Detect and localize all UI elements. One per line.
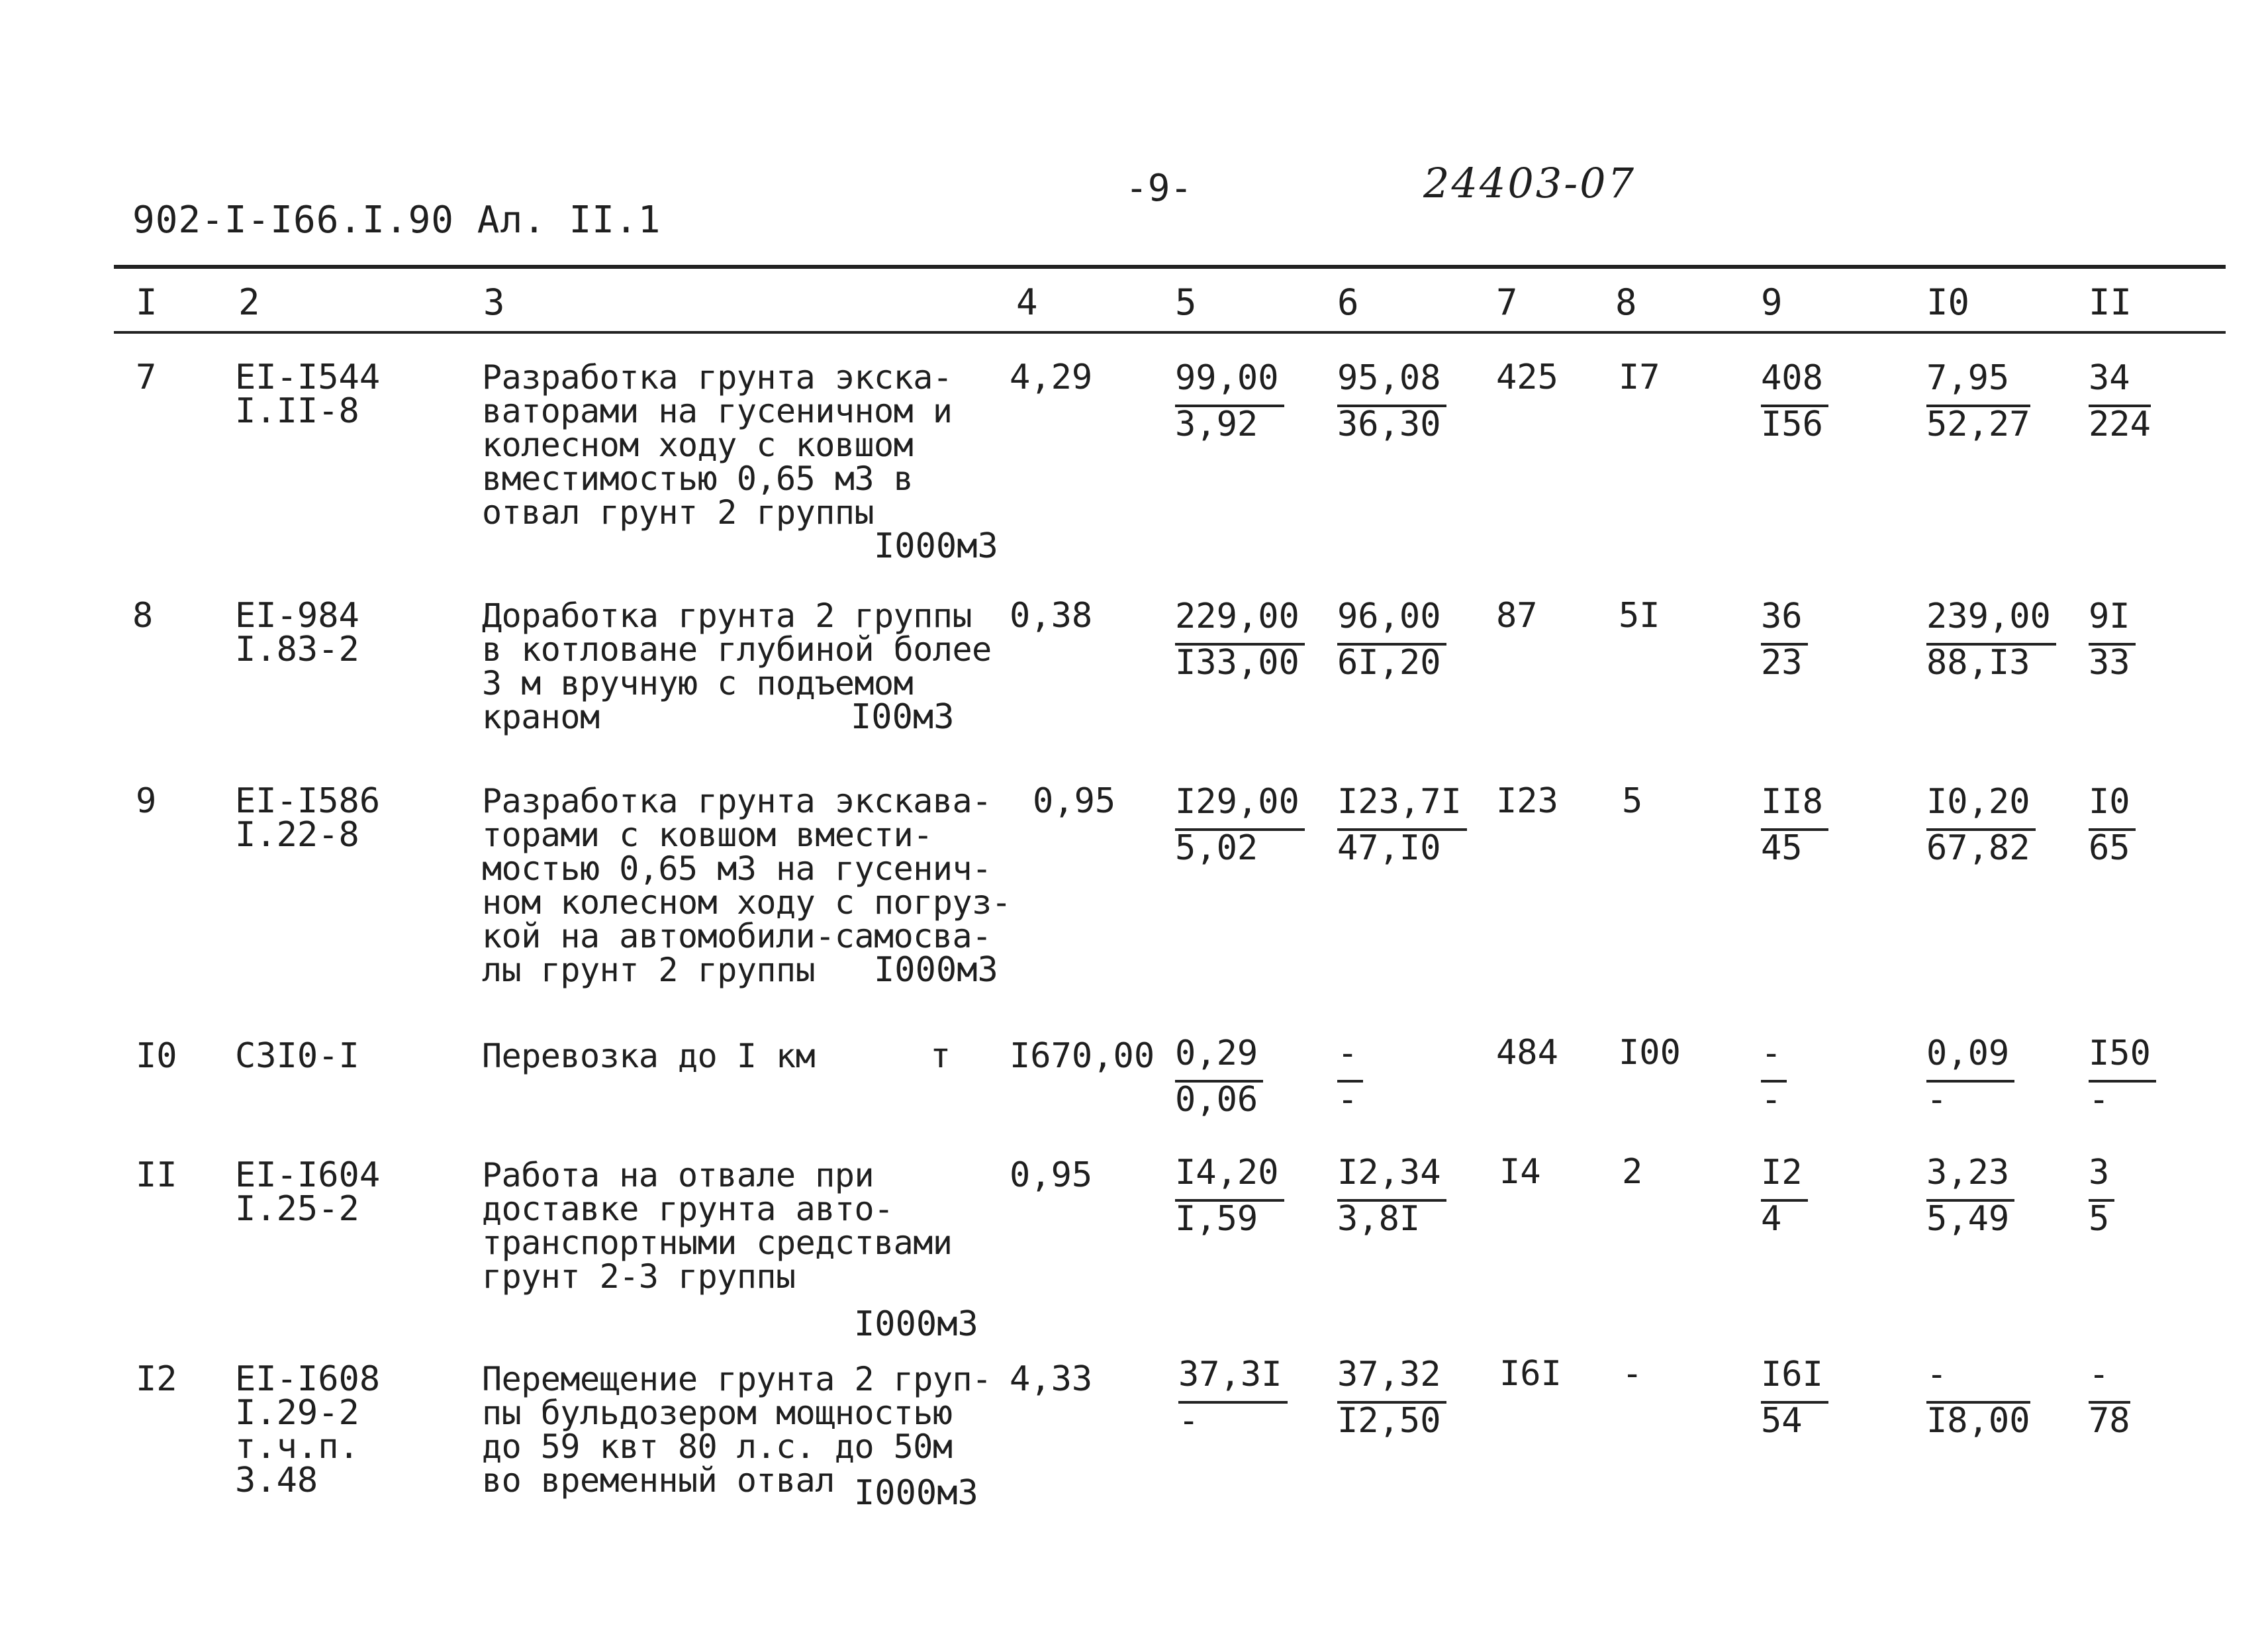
- col7-value: I4: [1499, 1152, 1541, 1192]
- quantity: 0,95: [1010, 1155, 1093, 1195]
- col10-fraction: 0,09 -: [1926, 1036, 2014, 1117]
- col-header-8: 8: [1615, 281, 1637, 323]
- col6-fraction: $\frac{I2,34}{3,8I}$: [1337, 1155, 1446, 1236]
- col9-fraction: $\frac{I6I}{54}$: [1761, 1357, 1828, 1438]
- col5-fraction: $\frac{I4,20}{I,59}$: [1175, 1155, 1284, 1236]
- norm-code: EI-984 I.83-2: [235, 596, 359, 669]
- norm-code: EI-I604 I.25-2: [235, 1155, 381, 1229]
- row-number: I2: [136, 1359, 177, 1399]
- work-description: Разработка грунта экска- ваторами на гусеничном и колесном ходу с ковшом вместимостью 0,65 м3 в отвал грунт 2 группы: [482, 358, 953, 532]
- unit: т: [930, 1036, 951, 1076]
- col5-fraction: $\frac{0,29}{0,06}$: [1175, 1036, 1263, 1117]
- col7-value: 425: [1496, 358, 1558, 397]
- col-header-4: 4: [1016, 281, 1038, 323]
- col-header-6: 6: [1337, 281, 1359, 323]
- col7-value: I6I: [1499, 1354, 1562, 1394]
- row-number: II: [136, 1155, 177, 1195]
- norm-code: С3I0-I: [235, 1036, 359, 1076]
- table-top-rule: [114, 265, 2226, 269]
- col10-fraction: $\frac{7,95}{52,27}$: [1926, 358, 2030, 444]
- col5-fraction: 37,3I -: [1178, 1357, 1288, 1438]
- col-header-7: 7: [1496, 281, 1518, 323]
- col9-fraction: $\frac{I2}{4}$: [1761, 1155, 1808, 1236]
- unit: I000м3: [854, 1304, 978, 1344]
- col8-value: I00: [1619, 1033, 1681, 1073]
- col-header-2: 2: [238, 281, 260, 323]
- col8-value: 5: [1622, 781, 1643, 821]
- col8-value: 2: [1622, 1152, 1643, 1192]
- quantity: 4,29: [1010, 358, 1093, 397]
- row-number: I0: [136, 1036, 177, 1076]
- col11-fraction: $\frac{3}{5}$: [2089, 1155, 2114, 1236]
- col6-fraction: $\frac{96,00}{6I,20}$: [1337, 599, 1446, 680]
- col9-fraction: $\frac{408}{I56}$: [1761, 361, 1828, 442]
- col11-fraction: - 78: [2089, 1355, 2130, 1441]
- norm-code: EI-I544 I.II-8: [235, 358, 381, 431]
- work-description: Разработка грунта экскава- торами с ковшом вмести- мостью 0,65 м3 на гусенич- ном колесном ходу с погруз- кой на автомобили-самосва- лы грунт 2 группы: [482, 782, 1012, 989]
- col-header-10: I0: [1926, 281, 1970, 323]
- row-number: 7: [136, 358, 157, 397]
- col5-fraction: $\frac{229,00}{I33,00}$: [1175, 599, 1305, 680]
- work-description: Доработка грунта 2 группы в котловане глубиной более 3 м вручную с подъемом краном: [482, 597, 992, 736]
- unit: I000м3: [874, 526, 998, 566]
- col9-fraction: $\frac{II8}{45}$: [1761, 785, 1828, 865]
- col8-value: -: [1622, 1354, 1643, 1394]
- unit: I000м3: [874, 950, 998, 990]
- col-header-5: 5: [1175, 281, 1197, 323]
- col10-fraction: $\frac{239,00}{88,I3}$: [1926, 599, 2056, 680]
- col10-fraction: $\frac{3,23}{5,49}$: [1926, 1155, 2014, 1236]
- col10-fraction: $\frac{I0,20}{67,82}$: [1926, 785, 2036, 865]
- col11-fraction: I50 -: [2089, 1036, 2156, 1117]
- work-description: Перевозка до I км: [482, 1037, 816, 1075]
- col-header-9: 9: [1761, 281, 1783, 323]
- norm-code: EI-I586 I.22-8: [235, 781, 381, 855]
- col6-fraction: - -: [1337, 1036, 1363, 1117]
- col9-fraction: $\frac{36}{23}$: [1761, 599, 1808, 680]
- col10-fraction: - I8,00: [1926, 1355, 2030, 1441]
- col6-fraction: $\frac{37,32}{I2,50}$: [1337, 1357, 1446, 1438]
- col7-value: 87: [1496, 596, 1538, 636]
- col7-value: I23: [1496, 781, 1558, 821]
- document-number: 24403-07: [1423, 159, 1636, 207]
- col7-value: 484: [1496, 1033, 1558, 1073]
- page-number: -9-: [1125, 167, 1193, 210]
- col-header-11: II: [2089, 281, 2132, 323]
- quantity: 0,95: [1033, 781, 1116, 821]
- table-header-rule: [114, 331, 2226, 334]
- quantity: 4,33: [1010, 1359, 1093, 1399]
- quantity: I670,00: [1010, 1036, 1155, 1076]
- col11-fraction: $\frac{9I}{33}$: [2089, 599, 2136, 680]
- col8-value: I7: [1619, 358, 1660, 397]
- col6-fraction: $\frac{95,08}{36,30}$: [1337, 361, 1446, 442]
- col9-fraction: - -: [1761, 1036, 1787, 1117]
- work-description: Перемещение грунта 2 груп- пы бульдозером мощностью до 59 квт 80 л.с. до 50м во временный отвал: [482, 1360, 992, 1500]
- col5-fraction: $\frac{99,00}{3,92}$: [1175, 361, 1284, 442]
- col-header-1: I: [136, 281, 158, 323]
- unit: I00м3: [851, 697, 955, 737]
- col8-value: 5I: [1619, 596, 1660, 636]
- norm-code: EI-I608 I.29-2 т.ч.п. 3.48: [235, 1359, 381, 1500]
- row-number: 9: [136, 781, 157, 821]
- col-header-3: 3: [483, 281, 505, 323]
- col5-fraction: $\frac{I29,00}{5,02}$: [1175, 785, 1305, 865]
- document-code: 902-I-I66.I.90 Ал. II.1: [132, 199, 661, 242]
- quantity: 0,38: [1010, 596, 1093, 636]
- unit: I000м3: [854, 1473, 978, 1513]
- work-description: Работа на отвале при доставке грунта авто- транспортными средствами грунт 2-3 группы: [482, 1156, 953, 1296]
- col6-fraction: $\frac{I23,7I}{47,I0}$: [1337, 785, 1467, 865]
- row-number: 8: [132, 596, 154, 636]
- col11-fraction: $\frac{I0}{65}$: [2089, 785, 2136, 865]
- col11-fraction: $\frac{34}{224}$: [2089, 358, 2151, 444]
